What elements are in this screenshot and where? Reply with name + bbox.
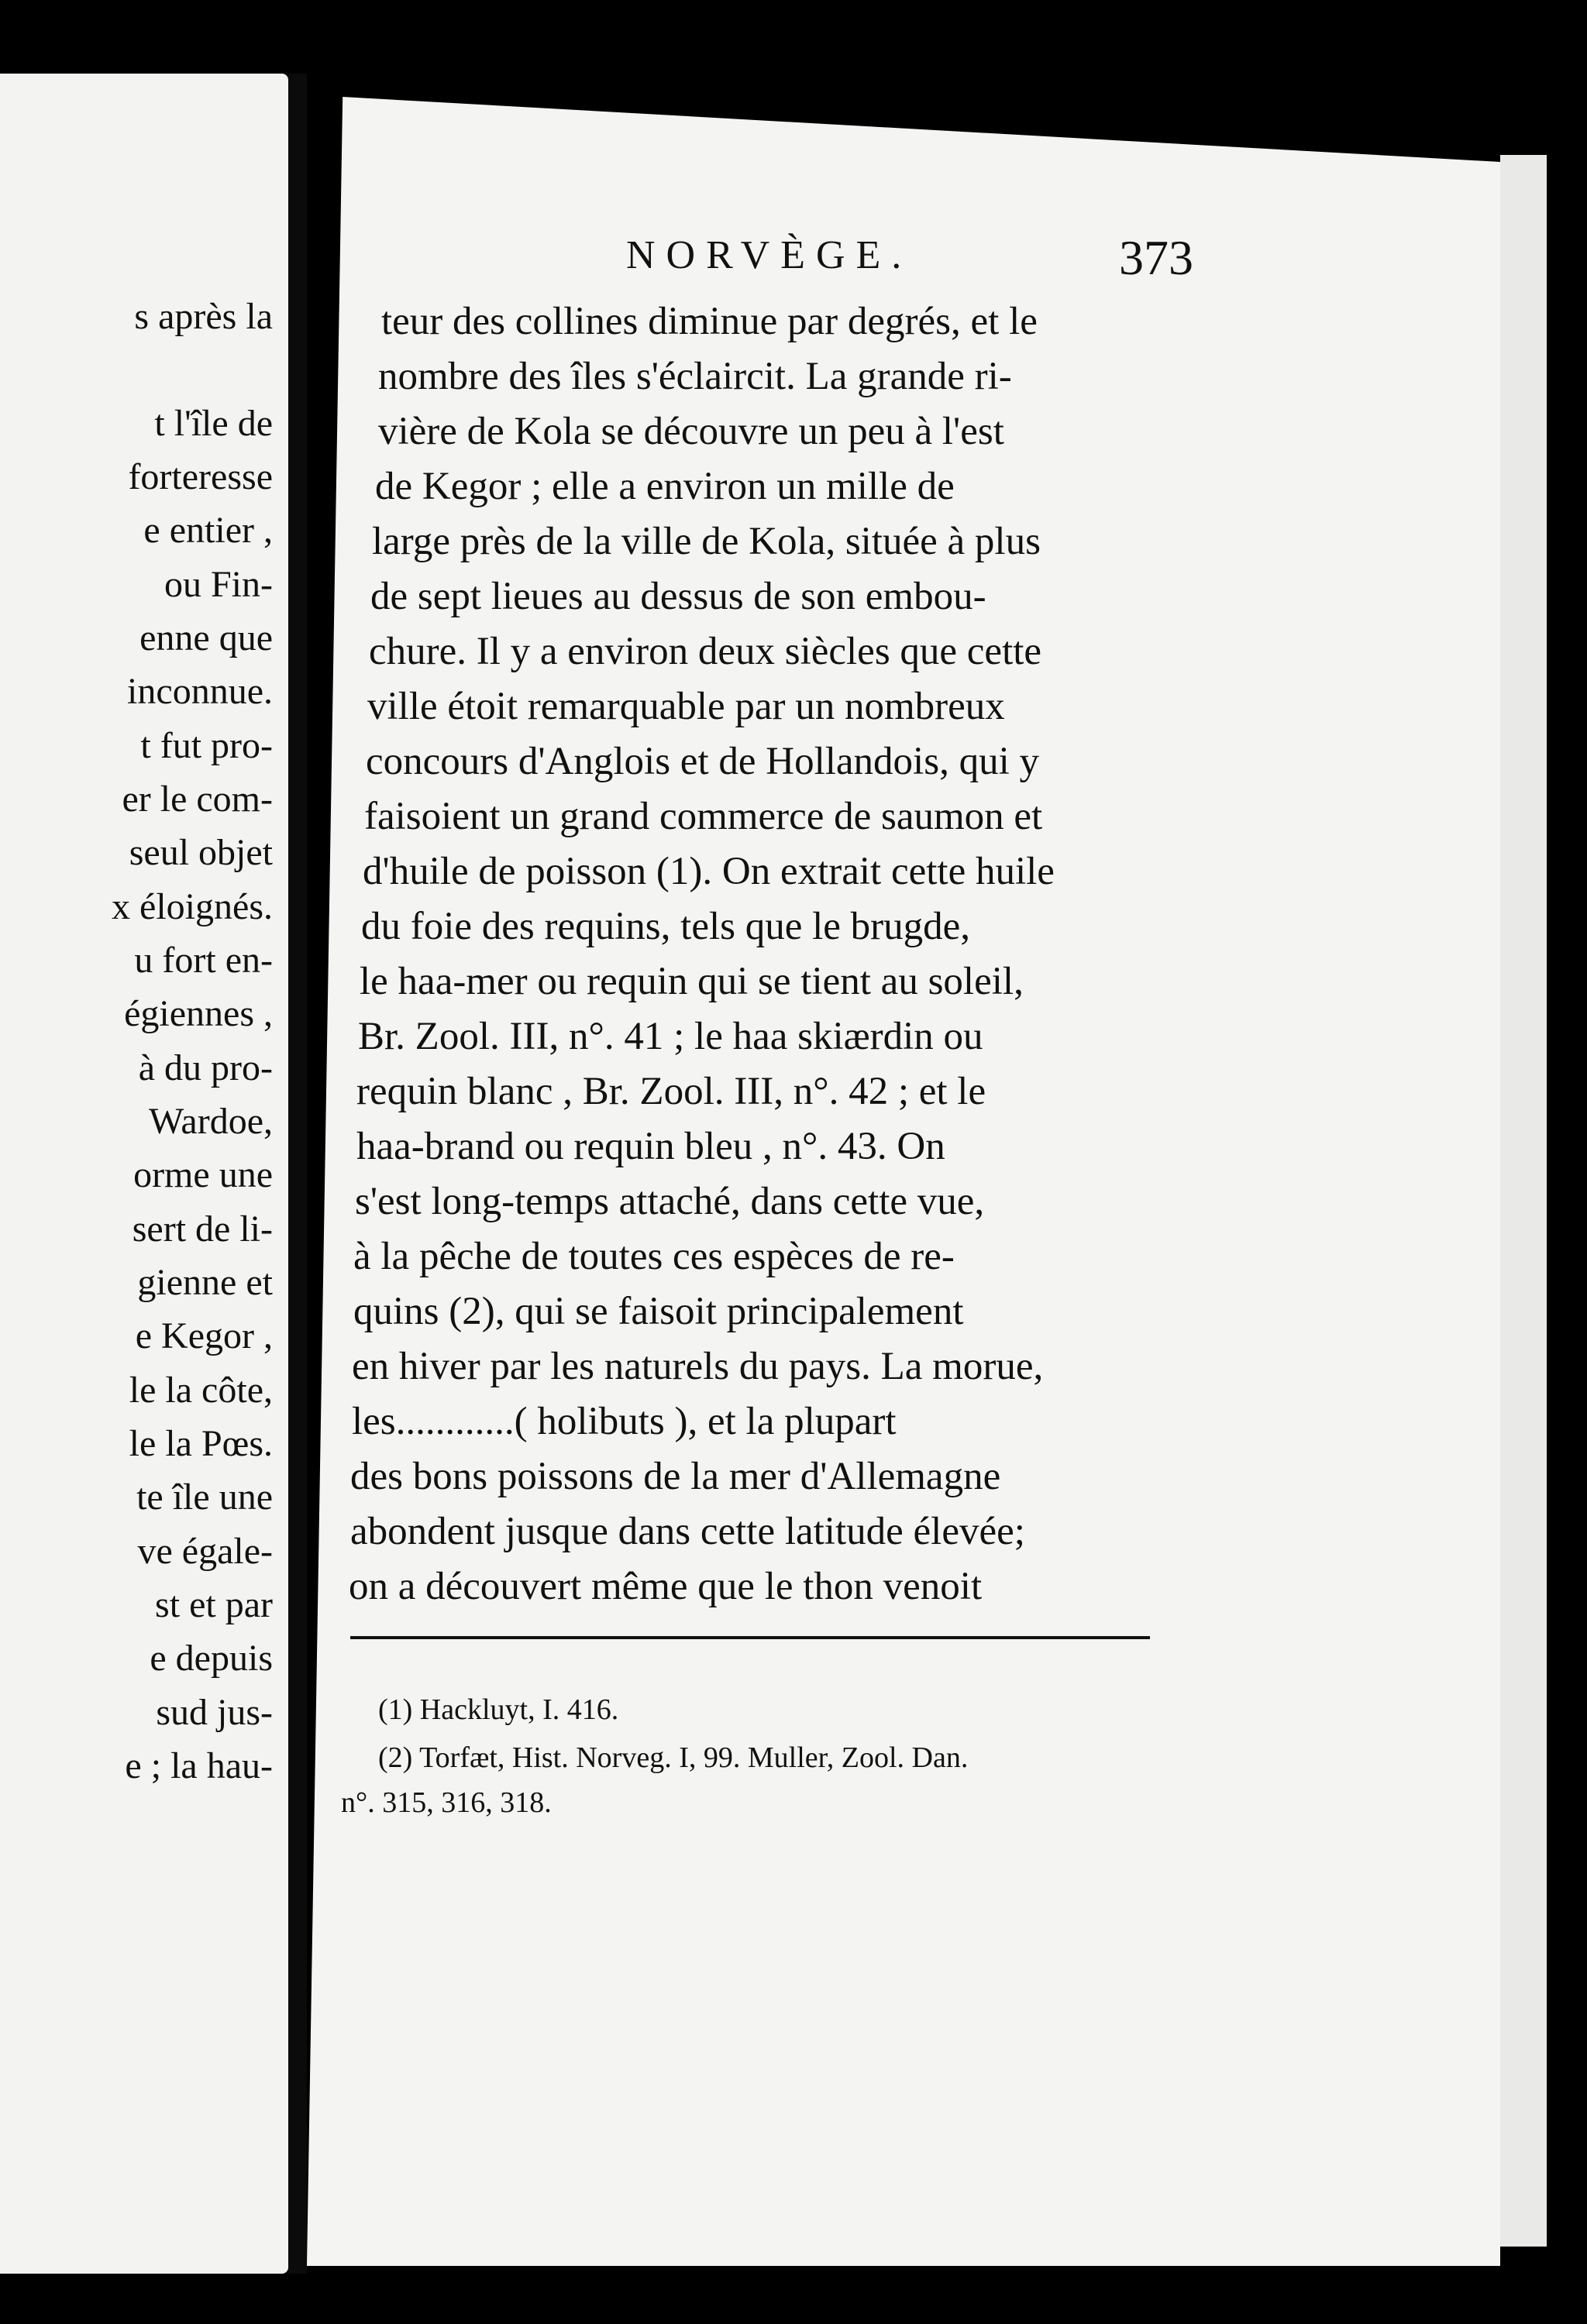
left-page-line: u fort en- — [134, 940, 273, 981]
left-page-line: gienne et — [137, 1262, 273, 1303]
body-line: quins (2), qui se faisoit principalement — [353, 1290, 964, 1333]
body-line: des bons poissons de la mer d'Allemagne — [350, 1455, 1001, 1498]
body-line: de Kegor ; elle a environ un mille de — [375, 465, 955, 508]
body-line: ville étoit remarquable par un nombreux — [367, 685, 1005, 728]
body-line: en hiver par les naturels du pays. La morue, — [352, 1345, 1044, 1388]
left-page-line: te île une — [136, 1477, 273, 1518]
left-page-line: e ; la hau- — [125, 1745, 273, 1786]
left-page-line: égiennes , — [124, 993, 273, 1034]
body-line: chure. Il y a environ deux siècles que cette — [369, 630, 1042, 673]
left-page-line: enne que — [139, 617, 273, 658]
left-page-line: forteresse — [128, 456, 273, 497]
left-page-line: e entier , — [143, 510, 273, 551]
left-page-line: Wardoe, — [148, 1101, 273, 1142]
body-line: de sept lieues au dessus de son embou- — [370, 575, 986, 618]
body-line: teur des collines diminue par degrés, et le — [381, 300, 1038, 343]
footnote: n°. 315, 316, 318. — [341, 1786, 552, 1819]
left-page-line: ve égale- — [137, 1531, 273, 1572]
body-line: du foie des requins, tels que le brugde, — [361, 905, 971, 948]
body-line: vière de Kola se découvre un peu à l'est — [378, 410, 1004, 453]
left-page-line: e Kegor , — [135, 1315, 273, 1356]
left-page-line: e depuis — [150, 1638, 273, 1679]
body-line: s'est long-temps attaché, dans cette vue, — [355, 1180, 985, 1223]
body-line: faisoient un grand commerce de saumon et — [364, 795, 1043, 838]
body-line: abondent jusque dans cette latitude élevée; — [350, 1510, 1025, 1553]
left-page-line: t l'île de — [154, 403, 273, 444]
left-page-line: sert de li- — [132, 1208, 273, 1250]
left-page-line: le la côte, — [129, 1370, 273, 1411]
previous-page — [0, 74, 288, 2274]
left-page-line: le la Pœs. — [129, 1423, 273, 1464]
body-line: nombre des îles s'éclaircit. La grande ri- — [378, 355, 1012, 398]
body-line: haa-brand ou requin bleu , n°. 43. On — [356, 1125, 945, 1168]
page-number: 373 — [1119, 230, 1193, 285]
footnote: (2) Torfæt, Hist. Norveg. I, 99. Muller, Zool. Dan. — [378, 1741, 969, 1774]
left-page-line: st et par — [155, 1584, 273, 1625]
left-page-line: sud jus- — [156, 1692, 273, 1733]
left-page-line: t fut pro- — [140, 725, 273, 766]
body-line: les............( holibuts ), et la plupart — [352, 1400, 897, 1443]
body-line: le haa-mer ou requin qui se tient au soleil, — [360, 960, 1024, 1003]
body-line: concours d'Anglois et de Hollandois, qui y — [366, 740, 1039, 783]
body-line: large près de la ville de Kola, située à plus — [372, 520, 1041, 563]
page-edge — [1500, 155, 1547, 2247]
body-line: requin blanc , Br. Zool. III, n°. 42 ; et le — [356, 1070, 986, 1113]
left-page-line: ou Fin- — [164, 564, 273, 605]
left-page-line: à du pro- — [138, 1047, 273, 1088]
footnote-rule — [350, 1636, 1150, 1639]
book-gutter — [288, 74, 307, 2274]
body-line: on a découvert même que le thon venoit — [349, 1565, 983, 1608]
left-page-line: seul objet — [129, 832, 273, 873]
running-head: NORVÈGE. — [626, 233, 913, 277]
body-line: Br. Zool. III, n°. 41 ; le haa skiærdin ou — [358, 1015, 983, 1058]
left-page-line: er le com- — [122, 779, 273, 820]
left-page-line: x éloignés. — [112, 886, 273, 927]
left-page-line: inconnue. — [127, 671, 273, 712]
body-line: à la pêche de toutes ces espèces de re- — [353, 1235, 955, 1278]
footnote: (1) Hackluyt, I. 416. — [378, 1693, 619, 1726]
body-line: d'huile de poisson (1). On extrait cette huile — [363, 850, 1055, 893]
left-page-line: orme une — [133, 1154, 273, 1195]
left-page-line: s après la — [134, 296, 273, 337]
